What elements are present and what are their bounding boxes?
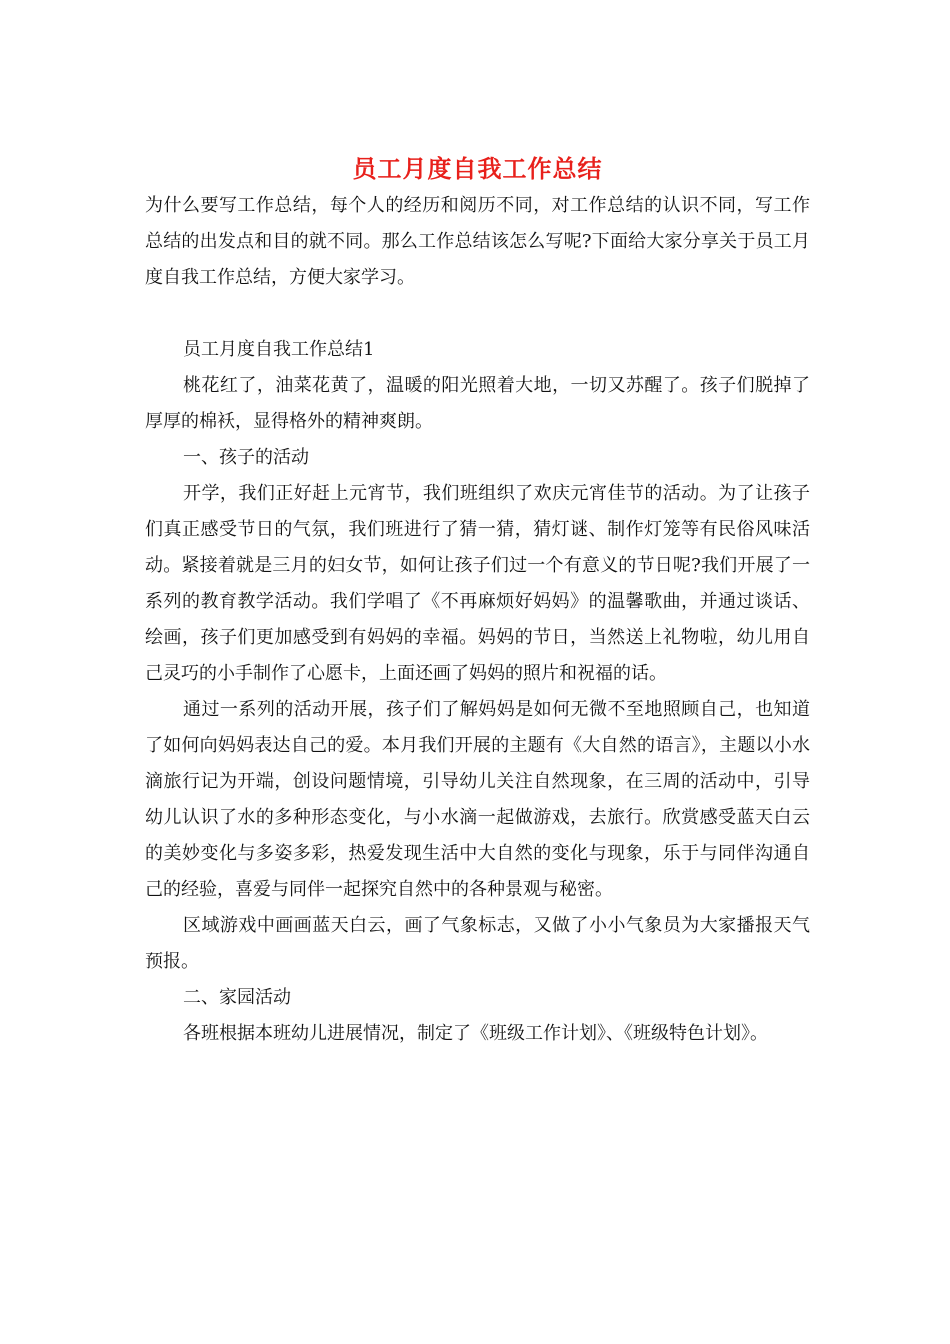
body-paragraph: 各班根据本班幼儿进展情况，制定了《班级工作计划》、《班级特色计划》。 [183,1023,768,1044]
body-paragraph: 通过一系列的活动开展，孩子们了解妈妈是如何无微不至地照顾自己，也知道了如何向妈妈表达自己的爱。本月我们开展的主题有《大自然的语言》，主题以小水滴旅行记为开端，创设问题情境，引导幼儿关注自然现象，在三周的活动中，引导幼儿认识了水的多种形态变化，与小水滴一起做游戏，去旅行。欣赏感受蓝天白云的美妙变化与多姿多彩，热爱发现生活中大自然的变化与现象，乐于与同伴沟通自己的经验，喜爱与同伴一起探究自然中的各种景观与秘密。 [145,699,810,900]
body-paragraph: 区域游戏中画画蓝天白云，画了气象标志，又做了小小气象员为大家播报天气预报。 [145,915,810,972]
document-page [145,150,810,1052]
body-paragraph: 开学，我们正好赶上元宵节，我们班组织了欢庆元宵佳节的活动。为了让孩子们真正感受节日的气氛，我们班进行了猜一猜，猜灯谜、制作灯笼等有民俗风味活动。紧接着就是三月的妇女节，如何让孩子们过一个有意义的节日呢?我们开展了一系列的教育教学活动。我们学唱了《不再麻烦好妈妈》的温馨歌曲，并通过谈话、绘画，孩子们更加感受到有妈妈的幸福。妈妈的节日，当然送上礼物啦，幼儿用自己灵巧的小手制作了心愿卡，上面还画了妈妈的照片和祝福的话。 [145,483,810,684]
subheading-home-school-activities: 二、家园活动 [183,987,291,1008]
section-title: 员工月度自我工作总结1 [183,339,375,360]
paragraph-spacer [145,296,810,332]
body-paragraph: 桃花红了，油菜花黄了，温暖的阳光照着大地，一切又苏醒了。孩子们脱掉了厚厚的棉袄，显得格外的精神爽朗。 [145,375,810,432]
intro-paragraph: 为什么要写工作总结，每个人的经历和阅历不同，对工作总结的认识不同，写工作总结的出发点和目的就不同。那么工作总结该怎么写呢?下面给大家分享关于员工月度自我工作总结，方便大家学习。 [145,195,810,288]
document-title: 员工月度自我工作总结 [352,154,603,183]
subheading-children-activities: 一、孩子的活动 [183,447,309,468]
